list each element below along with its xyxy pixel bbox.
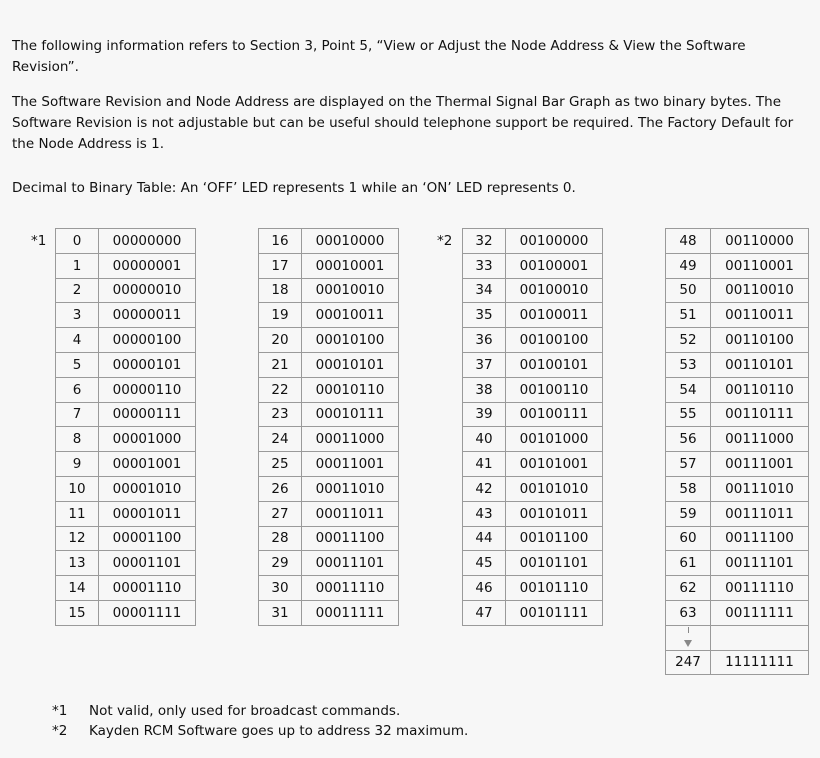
decimal-cell: 62 — [666, 576, 711, 601]
binary-cell: 00011010 — [302, 476, 399, 501]
table-row — [666, 650, 809, 675]
table-row — [463, 427, 603, 452]
decimal-cell: 1 — [56, 253, 99, 278]
down-arrow-icon — [666, 625, 711, 650]
decimal-cell: 31 — [259, 600, 302, 625]
table-row — [666, 576, 809, 601]
decimal-cell: 53 — [666, 352, 711, 377]
table-row — [666, 551, 809, 576]
binary-cell: 00000110 — [99, 377, 196, 402]
decimal-cell: 15 — [56, 600, 99, 625]
table-row — [463, 476, 603, 501]
decimal-cell: 47 — [463, 600, 506, 625]
footnote-text: Kayden RCM Software goes up to address 32 maximum. — [89, 723, 469, 739]
binary-cell: 00111010 — [711, 476, 809, 501]
binary-cell: 00100100 — [506, 328, 603, 353]
table-row — [666, 253, 809, 278]
binary-cell: 00011011 — [302, 501, 399, 526]
binary-cell: 00111000 — [711, 427, 809, 452]
binary-cell: 00101110 — [506, 576, 603, 601]
table-row — [259, 402, 399, 427]
binary-cell: 00001011 — [99, 501, 196, 526]
table-row — [666, 352, 809, 377]
binary-cell: 00010011 — [302, 303, 399, 328]
binary-cell: 00110110 — [711, 377, 809, 402]
decimal-cell: 52 — [666, 328, 711, 353]
decimal-cell: 14 — [56, 576, 99, 601]
binary-cell: 00110100 — [711, 328, 809, 353]
binary-cell: 00000011 — [99, 303, 196, 328]
binary-cell: 00100011 — [506, 303, 603, 328]
binary-cell: 00001100 — [99, 526, 196, 551]
table-row — [666, 452, 809, 477]
binary-cell: 00100001 — [506, 253, 603, 278]
decimal-cell: 58 — [666, 476, 711, 501]
table-row — [463, 229, 603, 254]
binary-cell: 00110010 — [711, 278, 809, 303]
table-row — [463, 352, 603, 377]
intro-paragraph-description: The Software Revision and Node Address are displayed on the Thermal Signal Bar Graph as two binary bytes. The Software Revision is not adjustable but can be useful should telephone support be required. The Factory Default for the Node Address is 1. — [12, 94, 794, 152]
table-row — [259, 576, 399, 601]
binary-cell: 00000000 — [99, 229, 196, 254]
decimal-cell: 61 — [666, 551, 711, 576]
binary-cell: 00010000 — [302, 229, 399, 254]
decimal-cell: 8 — [56, 427, 99, 452]
binary-cell: 00100111 — [506, 402, 603, 427]
decimal-cell: 63 — [666, 600, 711, 625]
decimal-cell: 13 — [56, 551, 99, 576]
decimal-cell: 54 — [666, 377, 711, 402]
decimal-cell: 46 — [463, 576, 506, 601]
binary-cell: 00000010 — [99, 278, 196, 303]
table-row — [666, 501, 809, 526]
footnote-text: Not valid, only used for broadcast commands. — [89, 703, 401, 719]
table-row — [463, 253, 603, 278]
binary-cell: 00010101 — [302, 352, 399, 377]
binary-cell: 00001110 — [99, 576, 196, 601]
footnote-mark: *2 — [52, 723, 68, 739]
table-row — [463, 526, 603, 551]
footnote-marker-2: *2 — [437, 233, 453, 249]
binary-cell: 00111011 — [711, 501, 809, 526]
binary-cell: 00011100 — [302, 526, 399, 551]
footnote-1 — [52, 703, 400, 719]
binary-cell: 00010111 — [302, 402, 399, 427]
decimal-cell: 32 — [463, 229, 506, 254]
table-row — [56, 576, 196, 601]
decimal-cell: 11 — [56, 501, 99, 526]
decimal-cell: 19 — [259, 303, 302, 328]
binary-cell: 00011101 — [302, 551, 399, 576]
decimal-cell: 36 — [463, 328, 506, 353]
decimal-cell: 21 — [259, 352, 302, 377]
decimal-cell: 55 — [666, 402, 711, 427]
table-row — [56, 476, 196, 501]
table-row — [666, 377, 809, 402]
table-row — [56, 328, 196, 353]
binary-cell: 00000111 — [99, 402, 196, 427]
table-caption: Decimal to Binary Table: An ‘OFF’ LED represents 1 while an ‘ON’ LED represents 0. — [12, 180, 576, 196]
binary-cell: 00111111 — [711, 600, 809, 625]
decimal-cell: 26 — [259, 476, 302, 501]
decimal-cell: 24 — [259, 427, 302, 452]
binary-cell: 00110000 — [711, 229, 809, 254]
table-row — [259, 501, 399, 526]
decimal-cell: 0 — [56, 229, 99, 254]
binary-cell: 00101101 — [506, 551, 603, 576]
footnote-marker-1: *1 — [31, 233, 47, 249]
binary-cell: 00011001 — [302, 452, 399, 477]
binary-cell: 00000001 — [99, 253, 196, 278]
table-row — [56, 229, 196, 254]
decimal-cell: 247 — [666, 650, 711, 675]
table-row — [56, 278, 196, 303]
footnote-mark: *1 — [52, 703, 68, 719]
binary-cell: 00100110 — [506, 377, 603, 402]
binary-cell: 11111111 — [711, 650, 809, 675]
decimal-cell: 20 — [259, 328, 302, 353]
decimal-cell: 39 — [463, 402, 506, 427]
decimal-cell: 16 — [259, 229, 302, 254]
table-row — [259, 328, 399, 353]
decimal-cell: 22 — [259, 377, 302, 402]
table-row — [666, 427, 809, 452]
table-row — [56, 402, 196, 427]
decimal-cell: 2 — [56, 278, 99, 303]
table-row — [259, 303, 399, 328]
table-row — [56, 501, 196, 526]
binary-cell: 00100010 — [506, 278, 603, 303]
table-row — [56, 452, 196, 477]
binary-cell: 00001111 — [99, 600, 196, 625]
table-row — [259, 377, 399, 402]
table-row — [463, 600, 603, 625]
decimal-cell: 57 — [666, 452, 711, 477]
table-row — [463, 452, 603, 477]
table-row — [56, 600, 196, 625]
binary-cell: 00000101 — [99, 352, 196, 377]
binary-cell: 00011111 — [302, 600, 399, 625]
decimal-cell: 34 — [463, 278, 506, 303]
decimal-cell: 42 — [463, 476, 506, 501]
table-row-ellipsis — [666, 625, 809, 650]
table-row — [56, 377, 196, 402]
binary-cell: 00111110 — [711, 576, 809, 601]
binary-cell: 00001000 — [99, 427, 196, 452]
decimal-cell: 10 — [56, 476, 99, 501]
binary-cell: 00010010 — [302, 278, 399, 303]
decimal-cell: 30 — [259, 576, 302, 601]
decimal-cell: 25 — [259, 452, 302, 477]
intro-paragraph-section-reference: The following information refers to Section 3, Point 5, “View or Adjust the Node Address & View the Software Revision”. — [12, 38, 746, 75]
table-row — [259, 427, 399, 452]
decimal-cell: 44 — [463, 526, 506, 551]
table-row — [463, 551, 603, 576]
table-row — [259, 278, 399, 303]
table-row — [666, 600, 809, 625]
decimal-cell: 33 — [463, 253, 506, 278]
decimal-cell: 60 — [666, 526, 711, 551]
table-row — [463, 377, 603, 402]
table-row — [259, 600, 399, 625]
decimal-cell: 51 — [666, 303, 711, 328]
decimal-cell: 4 — [56, 328, 99, 353]
table-row — [56, 352, 196, 377]
table-row — [259, 551, 399, 576]
binary-cell: 00100000 — [506, 229, 603, 254]
decimal-cell: 50 — [666, 278, 711, 303]
decimal-cell: 28 — [259, 526, 302, 551]
footnote-2 — [52, 723, 468, 739]
decimal-cell: 7 — [56, 402, 99, 427]
binary-cell: 00101011 — [506, 501, 603, 526]
binary-cell: 00110001 — [711, 253, 809, 278]
decimal-cell: 17 — [259, 253, 302, 278]
decimal-cell: 38 — [463, 377, 506, 402]
binary-cell: 00010100 — [302, 328, 399, 353]
binary-cell: 00101010 — [506, 476, 603, 501]
table-row — [56, 427, 196, 452]
binary-cell: 00001001 — [99, 452, 196, 477]
decimal-cell: 41 — [463, 452, 506, 477]
table-row — [463, 576, 603, 601]
table-row — [666, 303, 809, 328]
table-row — [666, 476, 809, 501]
table-row — [463, 328, 603, 353]
decimal-cell: 27 — [259, 501, 302, 526]
binary-cell: 00101100 — [506, 526, 603, 551]
binary-cell: 00011110 — [302, 576, 399, 601]
table-row — [463, 402, 603, 427]
table-row — [666, 402, 809, 427]
binary-cell: 00010110 — [302, 377, 399, 402]
binary-table-0-15 — [55, 228, 196, 626]
binary-cell: 00101111 — [506, 600, 603, 625]
table-row — [463, 278, 603, 303]
decimal-cell: 23 — [259, 402, 302, 427]
table-row — [666, 328, 809, 353]
decimal-cell: 18 — [259, 278, 302, 303]
binary-cell: 00101001 — [506, 452, 603, 477]
binary-cell: 00111101 — [711, 551, 809, 576]
binary-cell: 00101000 — [506, 427, 603, 452]
table-row — [666, 526, 809, 551]
decimal-cell: 5 — [56, 352, 99, 377]
decimal-cell: 9 — [56, 452, 99, 477]
table-row — [463, 303, 603, 328]
binary-cell: 00010001 — [302, 253, 399, 278]
table-row — [463, 501, 603, 526]
binary-cell: 00110011 — [711, 303, 809, 328]
decimal-cell: 45 — [463, 551, 506, 576]
table-row — [56, 303, 196, 328]
table-row — [259, 526, 399, 551]
decimal-cell: 59 — [666, 501, 711, 526]
decimal-cell: 56 — [666, 427, 711, 452]
binary-cell: 00111001 — [711, 452, 809, 477]
table-row — [56, 253, 196, 278]
binary-table-32-47 — [462, 228, 603, 626]
binary-table-48-247 — [665, 228, 809, 675]
decimal-cell: 29 — [259, 551, 302, 576]
binary-table-16-31 — [258, 228, 399, 626]
binary-cell: 00001101 — [99, 551, 196, 576]
decimal-cell: 35 — [463, 303, 506, 328]
table-row — [666, 278, 809, 303]
decimal-cell: 37 — [463, 352, 506, 377]
binary-cell: 00110101 — [711, 352, 809, 377]
decimal-cell: 43 — [463, 501, 506, 526]
binary-cell: 00111100 — [711, 526, 809, 551]
table-row — [259, 352, 399, 377]
decimal-cell: 48 — [666, 229, 711, 254]
decimal-cell: 49 — [666, 253, 711, 278]
binary-cell: 00000100 — [99, 328, 196, 353]
table-row — [259, 229, 399, 254]
table-row — [666, 229, 809, 254]
decimal-cell: 3 — [56, 303, 99, 328]
binary-cell: 00001010 — [99, 476, 196, 501]
table-row — [259, 476, 399, 501]
binary-cell: 00100101 — [506, 352, 603, 377]
table-row — [56, 526, 196, 551]
table-row — [259, 253, 399, 278]
binary-cell: 00110111 — [711, 402, 809, 427]
decimal-cell: 6 — [56, 377, 99, 402]
table-row — [259, 452, 399, 477]
binary-cell: 00011000 — [302, 427, 399, 452]
table-row — [56, 551, 196, 576]
decimal-cell: 12 — [56, 526, 99, 551]
decimal-cell: 40 — [463, 427, 506, 452]
